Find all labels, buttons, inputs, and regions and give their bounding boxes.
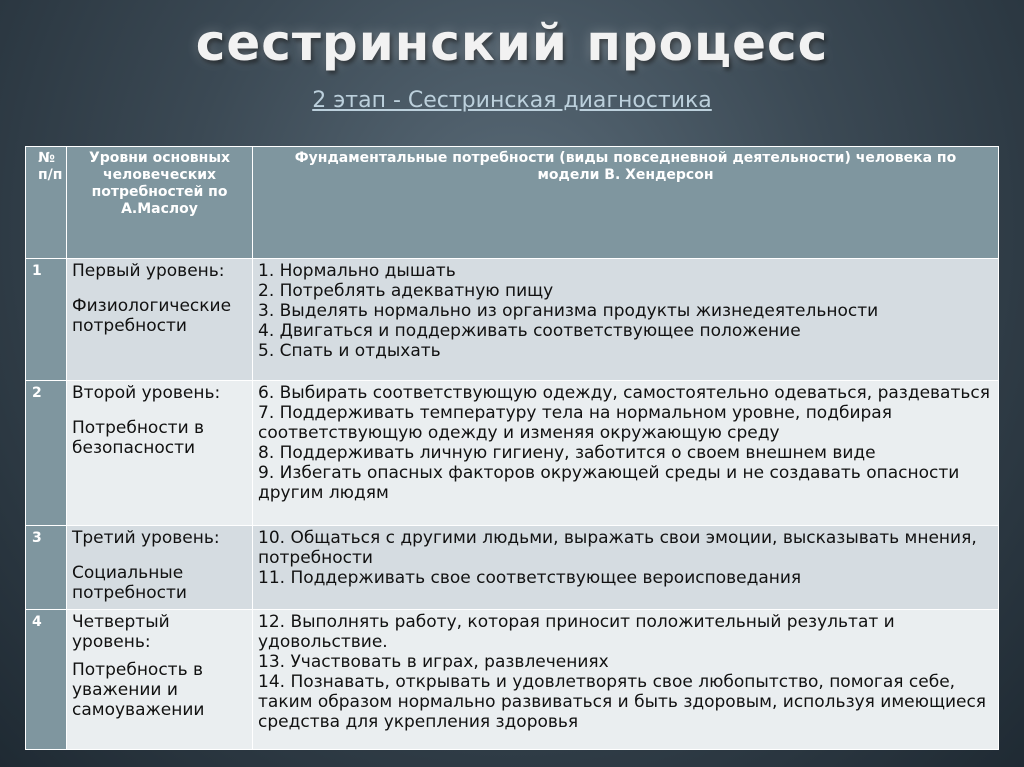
level-cell [67,526,253,610]
need-item: 6. Выбирать соответствующую одежду, самостоятельно одеваться, раздеваться [258,383,990,403]
level-cell [67,610,253,750]
table-row [26,259,999,381]
table-header-row [26,147,999,259]
need-item: 10. Общаться с другими людьми, выражать свои эмоции, высказывать мнения, потребности [258,528,977,568]
needs-cell [253,610,999,750]
page-subtitle-link[interactable]: 2 этап - Сестринская диагностика [312,88,712,113]
row-number: 3 [26,526,67,610]
need-item: 5. Спать и отдыхать [258,341,441,361]
row-number: 4 [26,610,67,750]
level-description: Физиологические потребности [72,296,232,336]
need-item: 11. Поддерживать свое соответствующее вероисповедания [258,568,802,588]
level-cell [67,259,253,381]
need-item: 3. Выделять нормально из организма продукты жизнедеятельности [258,301,879,321]
need-item: 2. Потреблять адекватную пищу [258,281,554,301]
need-item: 4. Двигаться и поддерживать соответствующее положение [258,321,801,341]
page-title: сестринский процесс [195,14,829,72]
need-item: 12. Выполнять работу, которая приносит положительный результат и удовольствие. [258,612,895,652]
level-title: Второй уровень: [72,383,221,403]
table-row [26,381,999,526]
header-needs: Фундаментальные потребности (виды повседневной деятельности) человека по модели В. Хендерсон [253,147,999,259]
header-num: № п/п [26,147,67,259]
table-row [26,610,999,750]
need-item: 14. Познавать, открывать и удовлетворять свое любопытство, помогая себе, таким образом нормально развиваться и быть здоровым, используя имеющиеся средства для укрепления здоровья [258,672,987,732]
need-item: 9. Избегать опасных факторов окружающей среды и не создавать опасности другим людям [258,463,960,503]
level-title: Третий уровень: [72,528,220,548]
level-title: Четвертый уровень: [72,612,170,652]
table-row [26,526,999,610]
needs-cell [253,381,999,526]
level-description: Социальные потребности [72,563,187,603]
row-number: 2 [26,381,67,526]
need-item: 13. Участвовать в играх, развлечениях [258,652,609,672]
needs-table [25,146,999,750]
level-cell [67,381,253,526]
header-levels: Уровни основных человеческих потребностей по А.Маслоу [67,147,253,259]
need-item: 7. Поддерживать температуру тела на нормальном уровне, подбирая соответствующую одежду и изменяя окружающую среду [258,403,892,443]
level-title: Первый уровень: [72,261,225,281]
row-number: 1 [26,259,67,381]
level-description: Потребность в уважении и самоуважении [72,660,205,720]
needs-cell [253,259,999,381]
level-description: Потребности в безопасности [72,418,205,458]
need-item: 8. Поддерживать личную гигиену, заботится о своем внешнем виде [258,443,876,463]
need-item: 1. Нормально дышать [258,261,456,281]
needs-cell [253,526,999,610]
